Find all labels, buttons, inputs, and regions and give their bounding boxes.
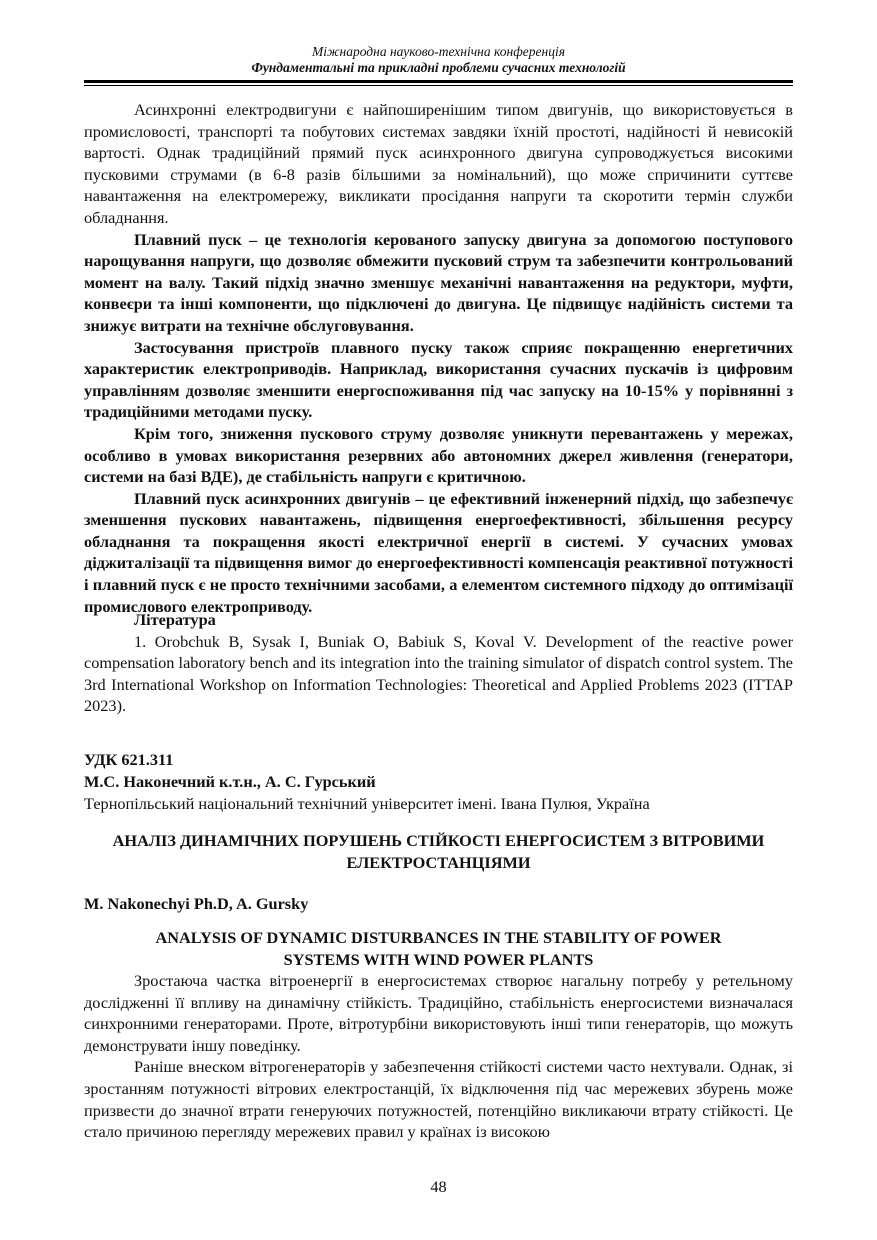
authors-ua: М.С. Наконечний к.т.н., А. С. Гурський [84,772,376,791]
body-text [84,99,793,617]
article-title-en-line2: SYSTEMS WITH WIND POWER PLANTS [283,949,594,969]
article-body [84,970,793,1143]
udk-code: УДК 621.311 [84,750,174,769]
article-title-ua-line1: АНАЛІЗ ДИНАМІЧНИХ ПОРУШЕНЬ СТІЙКОСТІ ЕНЕРГОСИСТЕМ З ВІТРОВИМИ [112,831,765,850]
paragraph-5: Плавний пуск асинхронних двигунів – це ефективний інженерний підхід, що забезпечує зменшення пускових навантажень, підвищення енергоефективності, збільшення ресурсу обладнання та покращення якості електричної енергії в системі. У сучасних умовах діджиталізації та підвищення вимог до енергоефективності компенсація реактивної потужності і плавний пуск є не просто технічними засобами, а елементом системного підходу до оптимізації промислового електроприводу. [84,488,793,616]
article-paragraph-2: Раніше внеском вітрогенераторів у забезпечення стійкості системи часто нехтували. Однак, зі зростанням потужності вітрових електростанцій, їх відключення під час мережевих збурень може призвести до значної втрати генеруючих потужностей, потенційно викликаючи втрату стійкості. Це стало причиною перегляду мережевих правил у країнах із високою [84,1057,793,1142]
running-header [84,44,793,76]
article-title-ua [84,830,793,873]
article-title-en [84,927,793,970]
literature-section [84,609,793,717]
paragraph-2: Плавний пуск – це технологія керованого запуску двигуна за допомогою поступового нарощування напруги, що дозволяє обмежити пусковий струм та забезпечити контрольований момент на валу. Такий підхід значно зменшує механічні навантаження на редуктори, муфти, конвеєри та інші компоненти, що підключені до двигуна. Це підвищує надійність системи та знижує витрати на технічне обслуговування. [84,229,793,335]
page-number: 48 [430,1177,447,1196]
header-rule-thin [84,85,793,86]
paragraph-3: Застосування пристроїв плавного пуску також сприяє покращенню енергетичних характеристик електроприводів. Наприклад, використання сучасних пускачів із цифровим управлінням дозволяє зменшити енергоспоживання під час запуску на 10-15% у порівнянні з традиційними методами пуску. [84,337,793,422]
article-paragraph-1: Зростаюча частка вітроенергії в енергосистемах створює нагальну потребу у ретельному дослідженні її впливу на динамічну стійкість. Традиційно, стабільність енергосистеми визначалася синхронними генераторами. Проте, вітротурбіни використовують інші типи генераторів, що можуть демонструвати іншу поведінку. [84,971,793,1055]
header-rule-thick [84,80,793,83]
paragraph-4: Крім того, зниження пускового струму дозволяє уникнути перевантажень у мережах, особливо в умовах використання резервних або автономних джерел живлення (генератори, системи на базі ВДЕ), де стабільність напруги є критичною. [84,423,793,487]
literature-heading: Література [134,610,216,629]
article-title-en-line1: ANALYSIS OF DYNAMIC DISTURBANCES IN THE STABILITY OF POWER [155,928,722,947]
paragraph-1: Асинхронні електродвигуни є найпоширенішим типом двигунів, що використовується в промисловості, транспорті та побутових системах завдяки їхній простоті, надійності й невисокій вартості. Однак традиційний прямий пуск асинхронного двигуна супроводжується високими пусковими струмами (в 6-8 разів більшими за номінальний), що може спричинити суттєве навантаження на електромережу, викликати просідання напруги та скоротити термін служби обладнання. [84,100,793,227]
reference-item: 1. Orobchuk B, Sysak I, Buniak O, Babiuk S, Koval V. Development of the reactive power compensation laboratory bench and its integration into the training simulator of dispatch control system. The 3rd International Workshop on Information Technologies: Theoretical and Applied Problems 2023 (ITTAP 2023). [84,631,793,716]
conference-title: Фундаментальні та прикладні проблеми сучасних технологій [251,60,626,75]
article-title-ua-line2: ЕЛЕКТРОСТАНЦІЯМИ [346,852,531,872]
authors-en: M. Nakonechyi Ph.D, A. Gursky [84,894,309,913]
conference-name: Міжнародна науково-технічна конференція [311,44,566,59]
affiliation: Тернопільський національний технічний університет імені. Івана Пулюя, Україна [84,794,650,813]
